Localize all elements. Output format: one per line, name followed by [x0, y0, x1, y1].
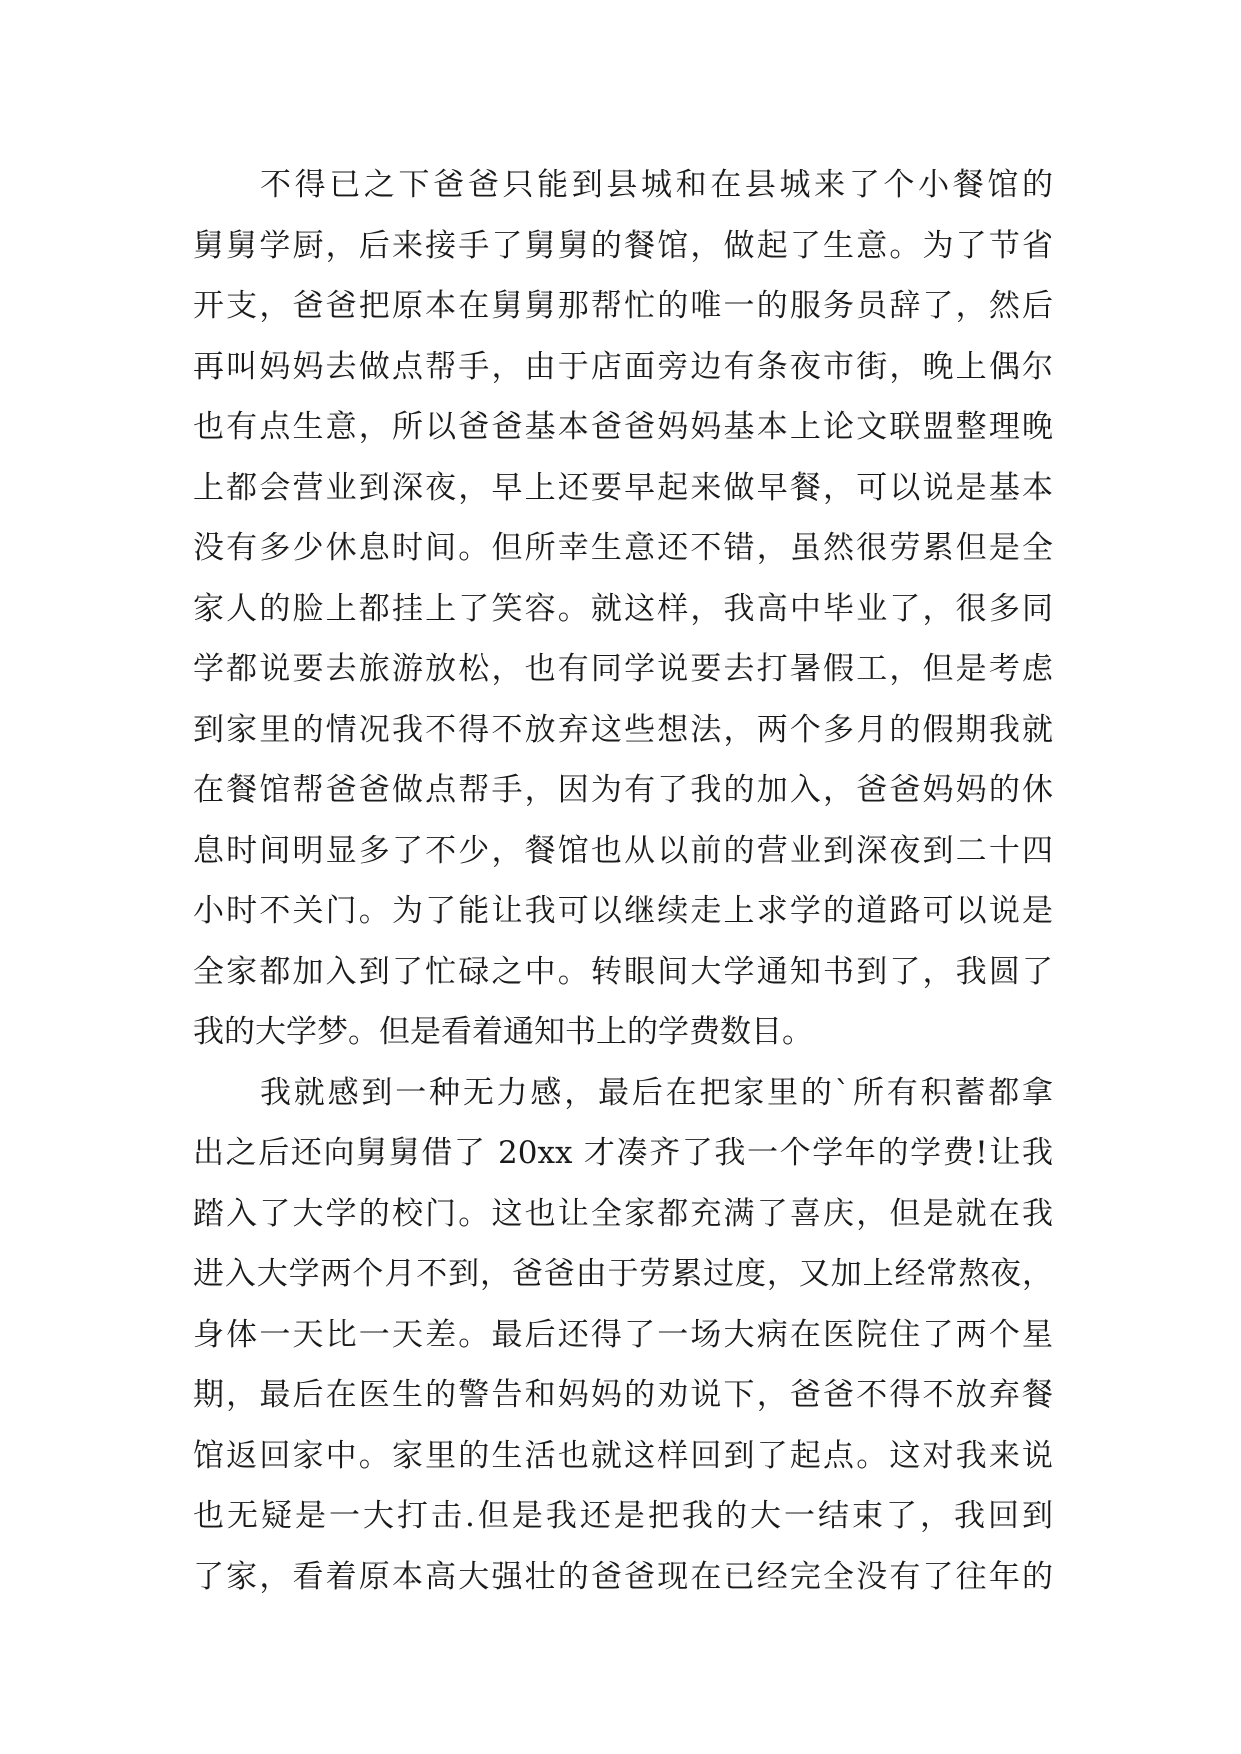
text-line: 上都会营业到深夜，早上还要早起来做早餐，可以说是基本 — [193, 469, 1053, 506]
body-text — [193, 155, 1053, 1607]
text-line: 家人的脸上都挂上了笑容。就这样，我高中毕业了，很多同 — [193, 590, 1053, 627]
text-line: 也无疑是一大打击.但是我还是把我的大一结束了，我回到 — [193, 1498, 1053, 1534]
text-line: 出之后还向舅舅借了 20xx 才凑齐了我一个学年的学费!让我 — [193, 1135, 1053, 1171]
text-line: 在餐馆帮爸爸做点帮手，因为有了我的加入，爸爸妈妈的休 — [193, 772, 1053, 808]
text-line: 开支，爸爸把原本在舅舅那帮忙的唯一的服务员辞了，然后 — [193, 288, 1053, 324]
paragraph — [193, 1063, 1053, 1608]
text-line: 馆返回家中。家里的生活也就这样回到了起点。这对我来说 — [193, 1437, 1053, 1474]
text-line: 也有点生意，所以爸爸基本爸爸妈妈基本上论文联盟整理晚 — [193, 409, 1053, 445]
paragraph — [193, 155, 1053, 1063]
text-line: 不得已之下爸爸只能到县城和在县城来了个小餐馆的 — [260, 167, 1053, 203]
text-line: 进入大学两个月不到，爸爸由于劳累过度，又加上经常熬夜， — [193, 1256, 1053, 1292]
text-line: 舅舅学厨，后来接手了舅舅的餐馆，做起了生意。为了节省 — [193, 227, 1053, 264]
text-line: 我的大学梦。但是看着通知书上的学费数目。 — [193, 1014, 813, 1050]
text-line: 息时间明显多了不少，餐馆也从以前的营业到深夜到二十四 — [193, 832, 1053, 869]
text-line: 到家里的情况我不得不放弃这些想法，两个多月的假期我就 — [193, 711, 1053, 748]
text-line: 期，最后在医生的警告和妈妈的劝说下，爸爸不得不放弃餐 — [193, 1377, 1053, 1413]
text-line: 了家，看着原本高大强壮的爸爸现在已经完全没有了往年的 — [193, 1558, 1053, 1595]
text-line: 没有多少休息时间。但所幸生意还不错，虽然很劳累但是全 — [193, 530, 1053, 566]
text-line: 踏入了大学的校门。这也让全家都充满了喜庆，但是就在我 — [193, 1195, 1053, 1232]
text-line: 学都说要去旅游放松，也有同学说要去打暑假工，但是考虑 — [193, 651, 1053, 687]
text-line: 我就感到一种无力感，最后在把家里的`所有积蓄都拿 — [260, 1074, 1053, 1111]
text-line: 全家都加入到了忙碌之中。转眼间大学通知书到了，我圆了 — [193, 953, 1053, 990]
text-line: 身体一天比一天差。最后还得了一场大病在医院住了两个星 — [193, 1316, 1053, 1353]
text-line: 再叫妈妈去做点帮手，由于店面旁边有条夜市街，晚上偶尔 — [193, 348, 1053, 385]
text-line: 小时不关门。为了能让我可以继续走上求学的道路可以说是 — [193, 893, 1053, 929]
